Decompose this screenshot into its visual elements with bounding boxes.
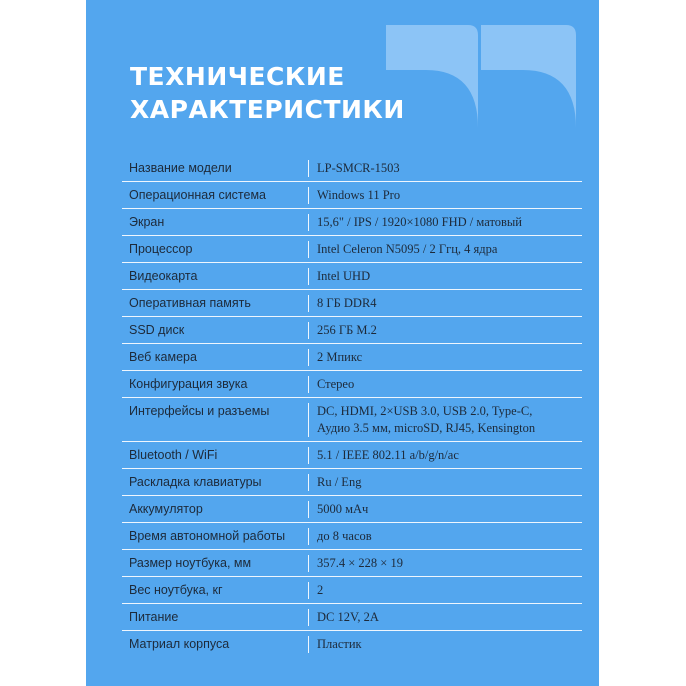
spec-value: Intel UHD	[317, 269, 371, 283]
spec-value: 2	[317, 583, 324, 597]
spec-row	[122, 577, 582, 604]
title-line-1: ТЕХНИЧЕСКИЕ	[130, 62, 345, 91]
spec-label: Время автономной работы	[129, 529, 286, 543]
spec-value: до 8 часов	[317, 529, 372, 543]
spec-label: SSD диск	[129, 323, 185, 337]
spec-card	[86, 0, 599, 686]
spec-label: Аккумулятор	[129, 502, 203, 516]
spec-label: Видеокарта	[129, 269, 198, 283]
spec-row	[122, 550, 582, 577]
column-divider	[308, 160, 309, 177]
spec-value: Windows 11 Pro	[317, 188, 401, 202]
spec-row	[122, 344, 582, 371]
spec-label: Интерфейсы и разъемы	[129, 404, 270, 418]
column-divider	[308, 214, 309, 231]
spec-label: Раскладка клавиатуры	[129, 475, 262, 489]
column-divider	[308, 349, 309, 366]
spec-value: LP-SMCR-1503	[317, 161, 400, 175]
spec-row	[122, 604, 582, 631]
spec-value: 5.1 / IEEE 802.11 a/b/g/n/ac	[317, 448, 459, 462]
spec-row	[122, 290, 582, 317]
spec-row	[122, 398, 582, 442]
spec-label: Оперативная память	[129, 296, 251, 310]
spec-label: Операционная система	[129, 188, 267, 202]
column-divider	[308, 403, 309, 437]
spec-row	[122, 631, 582, 657]
spec-value: 256 ГБ M.2	[317, 323, 377, 337]
spec-value: DC 12V, 2A	[317, 610, 379, 624]
spec-row	[122, 209, 582, 236]
column-divider	[308, 241, 309, 258]
spec-value: Стерео	[317, 377, 355, 391]
spec-label: Вес ноутбука, кг	[129, 583, 223, 597]
spec-value	[317, 403, 582, 437]
column-divider	[308, 636, 309, 653]
column-divider	[308, 474, 309, 491]
title-line-2: ХАРАКТЕРИСТИКИ	[130, 95, 405, 124]
spec-label: Питание	[129, 610, 179, 624]
column-divider	[308, 555, 309, 572]
spec-value-line-1: DC, HDMI, 2×USB 3.0, USB 2.0, Type-C,	[317, 404, 533, 418]
spec-row	[122, 469, 582, 496]
column-divider	[308, 501, 309, 518]
column-divider	[308, 268, 309, 285]
spec-row	[122, 496, 582, 523]
spec-value: 357.4 × 228 × 19	[317, 556, 403, 570]
spec-label: Матриал корпуса	[129, 637, 230, 651]
spec-label: Название модели	[129, 161, 232, 175]
column-divider	[308, 376, 309, 393]
page-title	[130, 60, 405, 126]
spec-table	[122, 155, 582, 657]
column-divider	[308, 187, 309, 204]
quotation-marks-icon	[386, 20, 599, 130]
spec-label: Экран	[129, 215, 165, 229]
column-divider	[308, 528, 309, 545]
spec-value: 5000 мАч	[317, 502, 369, 516]
column-divider	[308, 582, 309, 599]
spec-value: 15,6" / IPS / 1920×1080 FHD / матовый	[317, 215, 522, 229]
spec-row	[122, 442, 582, 469]
column-divider	[308, 295, 309, 312]
spec-row	[122, 155, 582, 182]
spec-value: Пластик	[317, 637, 362, 651]
spec-value: 2 Мпикс	[317, 350, 363, 364]
spec-row	[122, 236, 582, 263]
spec-row	[122, 182, 582, 209]
spec-row	[122, 371, 582, 398]
spec-value: 8 ГБ DDR4	[317, 296, 377, 310]
spec-row	[122, 523, 582, 550]
spec-label: Конфигурация звука	[129, 377, 248, 391]
column-divider	[308, 447, 309, 464]
column-divider	[308, 322, 309, 339]
column-divider	[308, 609, 309, 626]
spec-label: Веб камера	[129, 350, 197, 364]
spec-label: Процессор	[129, 242, 193, 256]
spec-value-line-2: Аудио 3.5 мм, microSD, RJ45, Kensington	[317, 421, 536, 435]
spec-label: Bluetooth / WiFi	[129, 448, 218, 462]
spec-value: Intel Celeron N5095 / 2 Ггц, 4 ядра	[317, 242, 498, 256]
spec-row	[122, 263, 582, 290]
spec-label: Размер ноутбука, мм	[129, 556, 252, 570]
spec-value: Ru / Eng	[317, 475, 362, 489]
spec-row	[122, 317, 582, 344]
